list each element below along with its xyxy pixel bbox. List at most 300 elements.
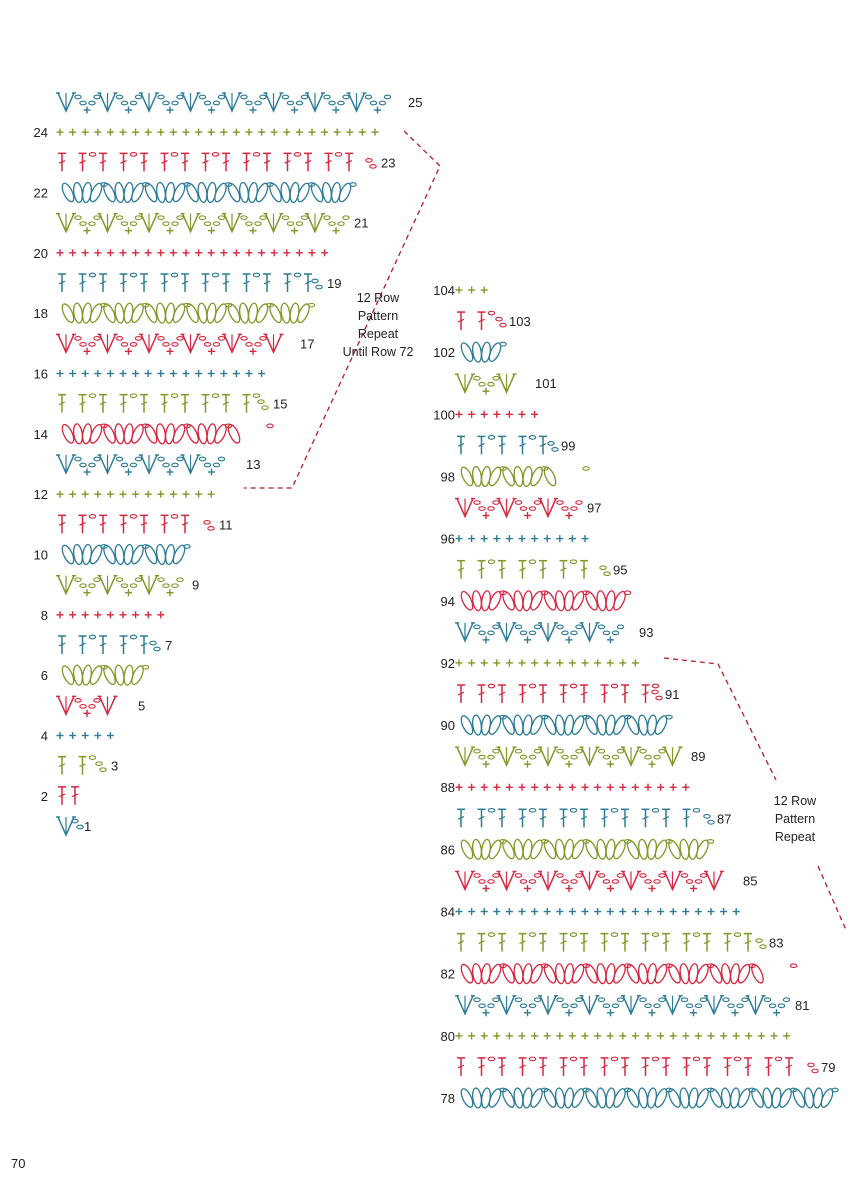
row-97	[455, 499, 601, 520]
chain-stitch	[474, 501, 480, 505]
chain-stitch	[135, 457, 141, 461]
chain-stitch	[479, 631, 485, 635]
chain-stitch	[612, 1004, 618, 1008]
chain-stitch	[324, 216, 330, 220]
chain-stitch	[77, 825, 83, 829]
chain-stitch	[598, 998, 604, 1002]
chain-stitch	[329, 222, 335, 226]
row-80	[441, 1029, 791, 1044]
chain-stitch	[557, 501, 563, 505]
left-note-line3: Repeat	[357, 327, 399, 341]
row-number-85: 85	[743, 873, 758, 889]
row-16	[34, 367, 266, 382]
chain-stitch	[652, 933, 658, 937]
page-number: 70	[11, 1156, 26, 1171]
chain-stitch	[534, 998, 540, 1002]
chain-stitch	[208, 527, 214, 531]
chain-stitch	[557, 998, 563, 1002]
row-25	[56, 93, 422, 114]
chain-stitch	[488, 631, 494, 635]
chain-stitch	[529, 755, 535, 759]
row-18	[34, 302, 315, 324]
chain-stitch	[163, 222, 169, 226]
chain-stitch	[654, 1004, 660, 1008]
chain-stitch	[130, 515, 136, 519]
chain-stitch	[379, 101, 385, 105]
chain-stitch	[640, 749, 646, 753]
row-14	[34, 423, 274, 445]
chain-stitch	[116, 216, 122, 220]
chain-stitch	[241, 216, 247, 220]
chain-stitch	[529, 809, 535, 813]
chain-stitch	[171, 273, 177, 277]
row-number-6: 6	[40, 668, 48, 684]
chain-stitch	[212, 273, 218, 277]
chain-stitch	[260, 337, 266, 341]
chain-stitch	[94, 699, 100, 703]
chain-stitch	[343, 95, 349, 99]
row-102	[433, 341, 506, 363]
chain-stitch	[116, 578, 122, 582]
chain-stitch	[177, 457, 183, 461]
chain-stitch	[742, 998, 748, 1002]
row-100	[433, 407, 538, 422]
chain-stitch	[100, 768, 106, 772]
chain-stitch	[728, 1004, 734, 1008]
chain-stitch	[598, 625, 604, 629]
chain-stitch	[570, 933, 576, 937]
chain-stitch	[130, 153, 136, 157]
chain-stitch	[262, 406, 268, 410]
chain-stitch	[700, 874, 706, 878]
chain-stitch	[89, 343, 95, 347]
row-89	[455, 747, 705, 768]
chain-stitch	[659, 749, 665, 753]
chain-stitch	[370, 165, 376, 169]
chain-stitch	[94, 457, 100, 461]
row-2	[41, 787, 79, 805]
right-chart-rows78-104	[433, 283, 838, 1109]
row-95	[457, 560, 627, 579]
row-number-86: 86	[440, 842, 455, 858]
chain-stitch	[163, 343, 169, 347]
chain-stitch	[557, 874, 563, 878]
chain-stitch	[656, 696, 662, 700]
chain-stitch	[493, 625, 499, 629]
chain-stitch	[199, 337, 205, 341]
row-103	[457, 311, 531, 330]
chain-stitch	[89, 705, 95, 709]
chain-stitch	[734, 933, 740, 937]
chain-stitch	[213, 222, 219, 226]
chain-stitch	[329, 101, 335, 105]
chain-stitch	[75, 95, 81, 99]
chain-stitch	[116, 337, 122, 341]
right-note-line2: Pattern	[774, 812, 816, 826]
row-number-90: 90	[440, 718, 455, 734]
chain-stitch	[135, 337, 141, 341]
row-1	[56, 817, 91, 835]
chain-stitch	[384, 95, 390, 99]
chain-stitch	[493, 749, 499, 753]
chain-stitch	[659, 998, 665, 1002]
row-24	[34, 125, 379, 140]
row-88	[441, 780, 690, 795]
chain-stitch	[571, 631, 577, 635]
chain-stitch	[204, 463, 210, 467]
row-number-8: 8	[40, 607, 48, 623]
chain-stitch	[75, 337, 81, 341]
chain-stitch	[255, 101, 261, 105]
chain-stitch	[681, 874, 687, 878]
repeat-bracket-lines	[244, 131, 846, 930]
chain-stitch	[130, 463, 136, 467]
row-79	[457, 1057, 835, 1076]
chain-stitch	[172, 222, 178, 226]
row-9	[56, 576, 199, 597]
row-12	[34, 487, 215, 502]
row-number-89: 89	[691, 749, 706, 765]
chain-stitch	[130, 273, 136, 277]
row-92	[441, 656, 639, 671]
chain-stitch	[158, 337, 164, 341]
chain-stitch	[89, 515, 95, 519]
chain-stitch	[515, 998, 521, 1002]
chain-stitch	[282, 216, 288, 220]
chain-stitch	[488, 755, 494, 759]
row-number-25: 25	[408, 95, 423, 110]
chain-stitch	[617, 998, 623, 1002]
chain-stitch	[652, 690, 658, 694]
chain-stitch	[493, 501, 499, 505]
left-note-line2: Pattern	[357, 309, 399, 323]
chain-stitch	[343, 216, 349, 220]
row-22	[34, 182, 357, 204]
chain-stitch	[335, 153, 341, 157]
chain-stitch	[75, 578, 81, 582]
chain-stitch	[570, 1057, 576, 1061]
chain-stitch	[204, 521, 210, 525]
chain-stitch	[94, 337, 100, 341]
left-note-line4: Until Row 72	[342, 345, 414, 359]
chain-stitch	[287, 101, 293, 105]
chain-stitch	[790, 964, 796, 968]
chain-stitch	[488, 1004, 494, 1008]
chain-stitch	[488, 684, 494, 688]
chain-stitch	[479, 755, 485, 759]
row-6	[41, 664, 149, 686]
chain-stitch	[700, 998, 706, 1002]
chain-stitch	[488, 311, 494, 315]
row-number-92: 92	[440, 655, 455, 671]
row-number-98: 98	[440, 469, 455, 485]
chain-stitch	[783, 998, 789, 1002]
chain-stitch	[808, 1063, 814, 1067]
chain-stitch	[89, 756, 95, 760]
chain-stitch	[576, 998, 582, 1002]
row-number-5: 5	[138, 698, 146, 714]
row-number-94: 94	[440, 593, 455, 609]
chain-stitch	[640, 998, 646, 1002]
chain-stitch	[171, 153, 177, 157]
row-number-23: 23	[381, 155, 396, 171]
chain-stitch	[163, 463, 169, 467]
chain-stitch	[652, 809, 658, 813]
chain-stitch	[94, 216, 100, 220]
chain-stitch	[366, 159, 372, 163]
chain-stitch	[571, 880, 577, 884]
chain-stitch	[645, 880, 651, 884]
chain-stitch	[177, 216, 183, 220]
row-90	[441, 714, 673, 736]
chain-stitch	[212, 394, 218, 398]
chain-stitch	[612, 755, 618, 759]
chain-stitch	[158, 95, 164, 99]
chain-stitch	[652, 1057, 658, 1061]
chain-stitch	[130, 584, 136, 588]
chain-stitch	[479, 507, 485, 511]
row-number-18: 18	[33, 306, 48, 322]
chain-stitch	[130, 635, 136, 639]
chain-stitch	[645, 755, 651, 759]
chain-stitch	[479, 1004, 485, 1008]
chain-stitch	[520, 880, 526, 884]
chain-stitch	[571, 1004, 577, 1008]
chain-stitch	[75, 216, 81, 220]
chain-stitch	[338, 101, 344, 105]
row-99	[457, 436, 575, 455]
chain-stitch	[534, 625, 540, 629]
row-number-82: 82	[440, 966, 455, 982]
row-number-78: 78	[440, 1091, 455, 1106]
chain-stitch	[287, 222, 293, 226]
row-number-102: 102	[433, 345, 455, 361]
row-number-1: 1	[84, 819, 92, 834]
right-note-line1: 12 Row	[773, 794, 817, 808]
row-number-95: 95	[613, 562, 628, 578]
row-19	[58, 273, 341, 292]
chain-stitch	[324, 95, 330, 99]
right-repeat-bracket-top	[664, 658, 776, 780]
chain-stitch	[557, 625, 563, 629]
chain-stitch	[150, 641, 156, 645]
chain-stitch	[617, 874, 623, 878]
chain-stitch	[171, 394, 177, 398]
row-number-88: 88	[440, 780, 455, 796]
chain-stitch	[488, 507, 494, 511]
row-number-13: 13	[246, 457, 261, 472]
row-85	[455, 871, 757, 892]
row-3	[58, 756, 118, 775]
row-number-10: 10	[33, 547, 48, 563]
chain-stitch	[769, 1004, 775, 1008]
chain-stitch	[603, 880, 609, 884]
chain-stitch	[80, 343, 86, 347]
chain-stitch	[338, 222, 344, 226]
row-number-83: 83	[769, 935, 784, 951]
chain-stitch	[681, 998, 687, 1002]
chain-stitch	[520, 631, 526, 635]
row-number-101: 101	[535, 376, 557, 392]
chain-stitch	[177, 337, 183, 341]
right-repeat-bracket-bottom	[818, 866, 846, 930]
left-chart-rows1-25	[34, 93, 423, 835]
chain-stitch	[488, 1057, 494, 1061]
chain-stitch	[258, 400, 264, 404]
chain-stitch	[158, 578, 164, 582]
chain-stitch	[652, 684, 658, 688]
row-93	[455, 623, 653, 644]
chain-stitch	[255, 222, 261, 226]
chain-stitch	[576, 625, 582, 629]
chain-stitch	[218, 457, 224, 461]
chain-stitch	[474, 998, 480, 1002]
row-number-4: 4	[40, 728, 48, 744]
row-20	[34, 246, 329, 261]
row-11	[58, 515, 233, 534]
chain-stitch	[135, 578, 141, 582]
chain-stitch	[617, 749, 623, 753]
chain-stitch	[135, 95, 141, 99]
chain-stitch	[562, 631, 568, 635]
chain-stitch	[778, 1004, 784, 1008]
chain-stitch	[708, 821, 714, 825]
row-82	[441, 963, 797, 985]
chain-stitch	[158, 216, 164, 220]
row-101	[455, 374, 557, 395]
chain-stitch	[488, 560, 494, 564]
row-number-96: 96	[440, 531, 455, 547]
row-23	[58, 153, 395, 172]
chain-stitch	[163, 584, 169, 588]
chain-stitch	[570, 684, 576, 688]
chain-stitch	[75, 699, 81, 703]
chain-stitch	[479, 880, 485, 884]
chain-stitch	[312, 279, 318, 283]
chain-stitch	[260, 216, 266, 220]
chain-stitch	[296, 101, 302, 105]
chain-stitch	[493, 874, 499, 878]
chain-stitch	[603, 1004, 609, 1008]
row-98	[441, 466, 590, 488]
row-number-3: 3	[111, 758, 119, 774]
chain-stitch	[603, 755, 609, 759]
chain-stitch	[693, 1057, 699, 1061]
chain-stitch	[218, 216, 224, 220]
chain-stitch	[562, 507, 568, 511]
chain-stitch	[654, 755, 660, 759]
chain-stitch	[529, 933, 535, 937]
chain-stitch	[520, 1004, 526, 1008]
chain-stitch	[116, 457, 122, 461]
chain-stitch	[199, 95, 205, 99]
row-5	[56, 696, 145, 717]
chain-stitch	[734, 1057, 740, 1061]
row-number-7: 7	[165, 638, 173, 653]
row-15	[58, 394, 287, 413]
chain-stitch	[576, 749, 582, 753]
chain-stitch	[515, 625, 521, 629]
chain-stitch	[479, 382, 485, 386]
row-number-20: 20	[33, 245, 48, 261]
right-note-line3: Repeat	[774, 830, 816, 844]
chain-stitch	[640, 874, 646, 878]
chain-stitch	[316, 285, 322, 289]
chain-stitch	[80, 222, 86, 226]
chain-stitch	[89, 222, 95, 226]
cluster-petal	[542, 466, 558, 488]
row-8	[41, 608, 165, 623]
chain-stitch	[529, 1004, 535, 1008]
row-83	[457, 933, 783, 952]
chain-stitch	[301, 95, 307, 99]
chain-stitch	[89, 635, 95, 639]
chain-stitch	[496, 317, 502, 321]
chain-stitch	[534, 501, 540, 505]
row-number-97: 97	[587, 500, 602, 516]
chain-stitch	[121, 463, 127, 467]
row-number-16: 16	[33, 366, 48, 382]
row-13	[56, 455, 260, 476]
chain-stitch	[611, 1057, 617, 1061]
row-number-87: 87	[717, 811, 732, 827]
chain-stitch	[617, 625, 623, 629]
chain-stitch	[135, 216, 141, 220]
chain-stitch	[89, 273, 95, 277]
chain-stitch	[612, 631, 618, 635]
chain-stitch	[253, 153, 259, 157]
chain-stitch	[246, 101, 252, 105]
chain-stitch	[94, 578, 100, 582]
chain-stitch	[515, 749, 521, 753]
chain-stitch	[80, 463, 86, 467]
chain-stitch	[163, 101, 169, 105]
chain-stitch	[723, 998, 729, 1002]
chain-stitch	[611, 933, 617, 937]
row-number-15: 15	[273, 396, 288, 412]
chain-stitch	[171, 515, 177, 519]
chain-stitch	[604, 572, 610, 576]
chain-stitch	[583, 467, 589, 471]
chain-stitch	[121, 101, 127, 105]
chain-stitch	[598, 874, 604, 878]
chain-stitch	[365, 95, 371, 99]
row-number-81: 81	[795, 997, 810, 1013]
chain-stitch	[172, 463, 178, 467]
chain-stitch	[204, 101, 210, 105]
chain-stitch	[96, 762, 102, 766]
chain-stitch	[557, 749, 563, 753]
chain-stitch	[75, 457, 81, 461]
chain-stitch	[562, 1004, 568, 1008]
chain-stitch	[154, 647, 160, 651]
chain-stitch	[246, 222, 252, 226]
row-78	[441, 1087, 839, 1109]
chain-stitch	[213, 101, 219, 105]
chain-stitch	[130, 101, 136, 105]
chain-stitch	[80, 101, 86, 105]
chain-stitch	[294, 273, 300, 277]
chain-stitch	[515, 874, 521, 878]
chain-stitch	[94, 95, 100, 99]
chain-stitch	[534, 874, 540, 878]
chain-stitch	[704, 815, 710, 819]
chain-stitch	[474, 376, 480, 380]
chain-stitch	[158, 457, 164, 461]
chain-stitch	[603, 631, 609, 635]
row-94	[441, 590, 631, 612]
row-96	[441, 532, 589, 547]
